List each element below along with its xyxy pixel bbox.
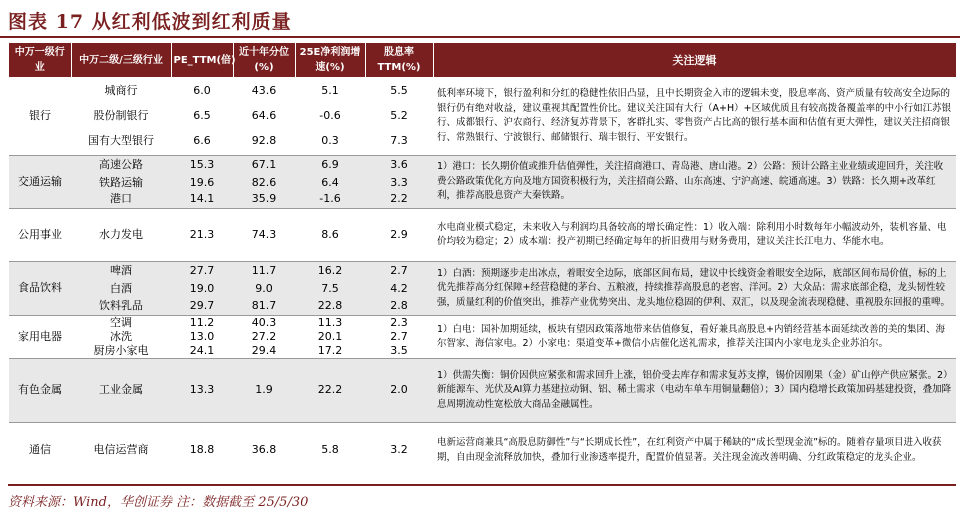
pe-percentile-cell: 43.6 <box>251 83 277 97</box>
header-pe-ttm: PE_TTM(倍) <box>171 43 233 77</box>
pe-ttm-cell: 15.3 <box>171 155 233 174</box>
industry-level2-cell: 港口 <box>71 191 171 208</box>
pe-percentile-cell: 11.7 <box>233 261 295 280</box>
industry-level1-cell: 食品饮料 <box>9 261 71 315</box>
industry-level1-cell: 公用事业 <box>9 208 71 261</box>
pe-percentile-cell: 67.1 <box>233 155 295 174</box>
industry-level2-cell: 国有大型银行 <box>88 134 154 148</box>
pe-percentile-cell: 92.8 <box>251 134 277 148</box>
pe-percentile-cell: 1.9 <box>233 358 295 422</box>
dividend-yield-cell: 2.7 <box>365 261 433 280</box>
profit-growth-cell: 22.8 <box>295 297 365 315</box>
industry-level2-cell: 白酒 <box>71 280 171 297</box>
industry-level2-cell: 水力发电 <box>71 208 171 261</box>
profit-growth-cell: 8.6 <box>295 208 365 261</box>
focus-logic-cell: 1）港口：长久期价值或推升估值弹性，关注招商港口、青岛港、唐山港。2）公路：预计公路主业业绩或迎回升，关注收费公路政策优化方向及地方国资积极行为，关注招商公路、山东高速、宁沪高速、皖通高速。3）铁路：长久期+改革红利，推荐高股息资产大秦铁路。 <box>433 155 956 208</box>
pe-ttm-cell: 19.6 <box>171 174 233 191</box>
pe-ttm-cell: 13.0 <box>189 329 215 343</box>
focus-logic-cell: 1）供需失衡：铜价因供应紧张和需求回升上涨，铝价受去库存和需求复苏支撑，锡价因刚果（金）矿山停产供应紧张。2）新能源车、光伏及AI算力基建拉动铜、铝、稀土需求（电动车单车用铜量翻倍）；3）国内稳增长政策加码基建投资，叠加降息周期流动性宽松放大商品金融属性。 <box>433 358 956 422</box>
table-row <box>9 208 956 261</box>
industry-level2-cell: 股份制银行 <box>93 109 149 122</box>
pe-percentile-cell: 9.0 <box>233 280 295 297</box>
industry-level2-cell: 工业金属 <box>71 358 171 422</box>
industry-level2-cell: 饮料乳品 <box>71 297 171 315</box>
dividend-yield-cell: 5.5 <box>390 83 408 97</box>
industry-level2-cell: 冰洗 <box>110 329 132 343</box>
pe-percentile-cell: 36.8 <box>233 422 295 478</box>
pe-ttm-cell: 11.2 <box>171 315 233 330</box>
profit-growth-cell: 22.2 <box>295 358 365 422</box>
pe-percentile-cell: 29.4 <box>251 343 277 357</box>
industry-level1-cell: 通信 <box>9 422 71 478</box>
table-row <box>9 422 956 478</box>
pe-ttm-cell: 6.0 <box>193 83 211 97</box>
table-body <box>9 77 956 478</box>
industry-level1-cell: 家用电器 <box>9 315 71 358</box>
dividend-yield-cell: 5.2 <box>390 109 408 122</box>
industry-level2-cell: 啤酒 <box>71 261 171 280</box>
pe-percentile-cell: 64.6 <box>251 109 277 122</box>
focus-logic-cell: 1）白电：国补加期延续，板块有望因政策落地带来估值修复，看好兼具高股息+内销经营基本面延续改善的美的集团、海尔智家、海信家电。2）小家电：渠道变革+微信小店催化送礼需求，推荐关注国内小家电龙头企业苏泊尔。 <box>433 315 956 358</box>
table-row <box>9 77 956 104</box>
industry-level2-cell: 城商行 <box>104 83 138 97</box>
header-level2-industry: 中万二级/三级行业 <box>71 43 171 77</box>
industry-level1-cell: 银行 <box>29 108 51 122</box>
pe-ttm-cell: 13.3 <box>171 358 233 422</box>
dividend-yield-cell: 3.6 <box>365 155 433 174</box>
dividend-yield-cell: 3.2 <box>365 422 433 478</box>
dividend-yield-cell: 2.8 <box>365 297 433 315</box>
pe-ttm-cell: 19.0 <box>171 280 233 297</box>
pe-ttm-cell: 18.8 <box>171 422 233 478</box>
table-header-row <box>9 43 956 77</box>
table-row <box>9 261 956 280</box>
pe-percentile-cell: 82.6 <box>233 174 295 191</box>
pe-ttm-cell: 6.5 <box>193 109 211 122</box>
profit-growth-cell: -0.6 <box>319 109 341 122</box>
pe-percentile-cell: 81.7 <box>233 297 295 315</box>
dividend-yield-cell: 4.2 <box>365 280 433 297</box>
industry-level2-cell: 高速公路 <box>71 155 171 174</box>
profit-growth-cell: 7.5 <box>295 280 365 297</box>
pe-ttm-cell: 27.7 <box>171 261 233 280</box>
table-row <box>9 315 956 330</box>
table-row <box>9 358 956 422</box>
pe-percentile-cell: 27.2 <box>251 329 277 343</box>
pe-ttm-cell: 21.3 <box>171 208 233 261</box>
pe-percentile-cell: 74.3 <box>233 208 295 261</box>
profit-growth-cell: 6.9 <box>295 155 365 174</box>
pe-percentile-cell: 35.9 <box>233 191 295 208</box>
dividend-yield-cell: 3.5 <box>390 343 408 357</box>
profit-growth-cell: 0.3 <box>321 134 339 148</box>
industry-level1-cell: 交通运输 <box>9 155 71 208</box>
industry-level1-cell: 有色金属 <box>9 358 71 422</box>
figure-title-bar <box>0 0 960 38</box>
pe-percentile-cell: 40.3 <box>233 315 295 330</box>
header-focus-logic: 关注逻辑 <box>433 43 956 77</box>
dividend-yield-cell: 7.3 <box>390 134 408 148</box>
focus-logic-cell: 1）白酒：预期逐步走出冰点，着眼安全边际，底部区间布局，建议中长线资金着眼安全边际，底部区间布局价值，标的上优先推荐高分红保障+经营稳健的茅台、五粮液，持续推荐高股息的老窖、洋河。2）大众品：需求底部企稳，龙头韧性较强，质量红利的价值突出，推荐产业优势突出、龙头地位稳固的伊利、双汇，以及现金流表现稳健、重视股东回报的重啤。 <box>433 261 956 315</box>
industry-level2-cell: 厨房小家电 <box>93 343 149 357</box>
profit-growth-cell: 17.2 <box>317 343 343 357</box>
industry-level2-cell: 空调 <box>71 315 171 330</box>
dividend-yield-cell: 3.3 <box>365 174 433 191</box>
focus-logic-cell: 电新运营商兼具“高股息防御性”与“长期成长性”，在红利资产中属于稀缺的“成长型现金流”标的。随着存量项目进入收获期，自由现金流释放加快，叠加行业渗透率提升，配置价值显著。关注现金流改善明确、分红政策稳定的龙头企业。 <box>433 422 956 478</box>
profit-growth-cell: 5.1 <box>321 83 339 97</box>
header-level1-industry: 中万一级行业 <box>9 43 71 77</box>
pe-ttm-cell: 29.7 <box>171 297 233 315</box>
valuation-table <box>9 43 957 478</box>
dividend-yield-cell: 2.3 <box>365 315 433 330</box>
industry-level2-cell: 铁路运输 <box>71 174 171 191</box>
pe-ttm-cell: 6.6 <box>193 134 211 148</box>
pe-ttm-cell: 24.1 <box>189 343 215 357</box>
profit-growth-cell: 6.4 <box>295 174 365 191</box>
source-note: 资料来源：Wind，华创证券 注：数据截至 25/5/30 <box>8 484 956 510</box>
profit-growth-cell: 5.8 <box>295 422 365 478</box>
dividend-yield-cell: 2.2 <box>365 191 433 208</box>
dividend-yield-cell: 2.9 <box>365 208 433 261</box>
table-row <box>9 155 956 174</box>
figure-title: 图表 17 从红利低波到红利质量 <box>8 11 292 33</box>
profit-growth-cell: -1.6 <box>295 191 365 208</box>
profit-growth-cell: 16.2 <box>295 261 365 280</box>
dividend-yield-cell: 2.0 <box>365 358 433 422</box>
profit-growth-cell: 20.1 <box>317 329 343 343</box>
focus-logic-cell: 低利率环境下，银行盈利和分红的稳健性依旧凸显，且中长期资金入市的逻辑未变，股息率高、资产质量有较高安全边际的银行仍有绝对收益，建议重视其配置性价比。建议关注国有大行（A+H）+区域优质且有较高拨备覆盖率的中小行如江苏银行、成都银行、沪农商行、经济复苏背景下，客群扎实、零售资产占比高的银行基本面和估值有更大弹性，建议关注招商银行、常熟银行、宁波银行、邮储银行、瑞丰银行、平安银行。 <box>437 88 952 143</box>
header-profit-growth: 25E净利润增速(%) <box>295 43 365 77</box>
industry-level2-cell: 电信运营商 <box>71 422 171 478</box>
profit-growth-cell: 11.3 <box>295 315 365 330</box>
header-dividend-yield: 股息率TTM(%) <box>365 43 433 77</box>
pe-ttm-cell: 14.1 <box>171 191 233 208</box>
focus-logic-cell: 水电商业模式稳定，未来收入与利润均具备较高的增长确定性：1）收入端：除利用小时数每年小幅波动外，装机容量、电价均较为稳定；2）成本端：投产初期已经确定每年的折旧费用与财务费用，建议关注长江电力、华能水电。 <box>433 208 956 261</box>
dividend-yield-cell: 2.7 <box>390 329 408 343</box>
header-pe-percentile: 近十年分位(%) <box>233 43 295 77</box>
